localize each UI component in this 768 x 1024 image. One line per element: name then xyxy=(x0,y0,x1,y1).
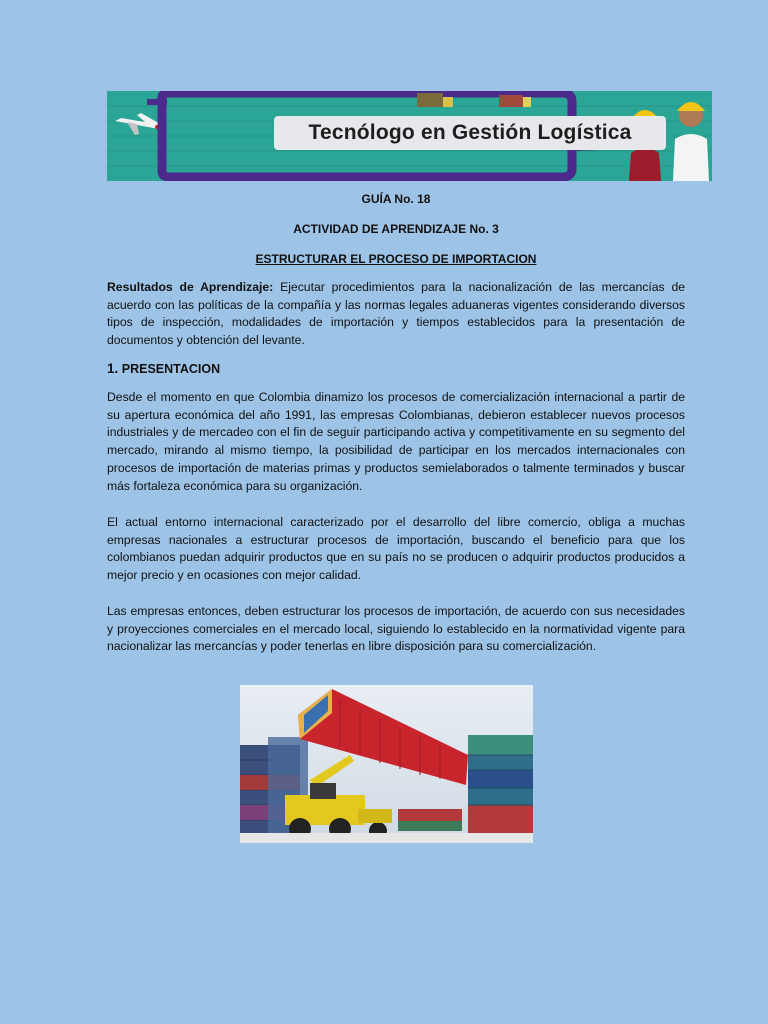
learning-results-label: Resultados de Aprendizaje: xyxy=(107,280,274,294)
learning-results-text: Ejecutar procedimientos para la nacionalización de las mercancías de acuerdo con las políticas de la compañía y las normas legales aduaneras vigentes considerando diversos tipos de inspección, modalidades de importación y tiempos establecidos para la presentación de documentos y obtención del levante. xyxy=(107,280,685,348)
header-banner xyxy=(107,91,712,181)
guide-number: GUÍA No. 18 xyxy=(361,192,431,206)
container-crane-image xyxy=(240,685,533,843)
paragraph-3: Las empresas entonces, deben estructurar los procesos de importación, de acuerdo con sus necesidades y proyecciones comerciales en el mercado local, siguiendo lo establecido en la normatividad vigente para nacionalizar las mercancías y poder tenerlas en libre disposición para su comercialización. xyxy=(107,604,685,654)
paragraph-2: El actual entorno internacional caracterizado por el desarrollo del libre comercio, obliga a muchas empresas nacionales a estructurar procesos de importación, buscando el beneficio para que los colombianos puedan adquirir productos que en su país no se producen o adquirir productos producidos a mejor precio y en ocasiones con mejor calidad. xyxy=(107,515,685,583)
document-subtitle xyxy=(107,252,685,266)
section-heading xyxy=(107,361,220,376)
activity-number: ACTIVIDAD DE APRENDIZAJE No. 3 xyxy=(293,222,499,236)
container-photo xyxy=(240,685,533,843)
learning-results-paragraph xyxy=(107,279,685,350)
subtitle-text: ESTRUCTURAR EL PROCESO DE IMPORTACION xyxy=(255,252,537,266)
section-number: 1. xyxy=(107,361,119,376)
section-title: PRESENTACION xyxy=(121,362,221,376)
paragraph-1: Desde el momento en que Colombia dinamizo los procesos de comercialización internacional a partir de su apertura económica del año 1991, las empresas Colombianas, debieron establecer nuevos procesos industriales y de mercadeo con el fin de seguir participando activa y competitivamente en su segmento del mercado, mirando al mismo tiempo, la posibilidad de participar en los mercados internacionales con procesos de importación de materias primas y productos semielaborados o talmente terminados y buscar más fortaleza económica para su organización. xyxy=(107,390,685,493)
banner-title: Tecnólogo en Gestión Logística xyxy=(274,116,666,150)
